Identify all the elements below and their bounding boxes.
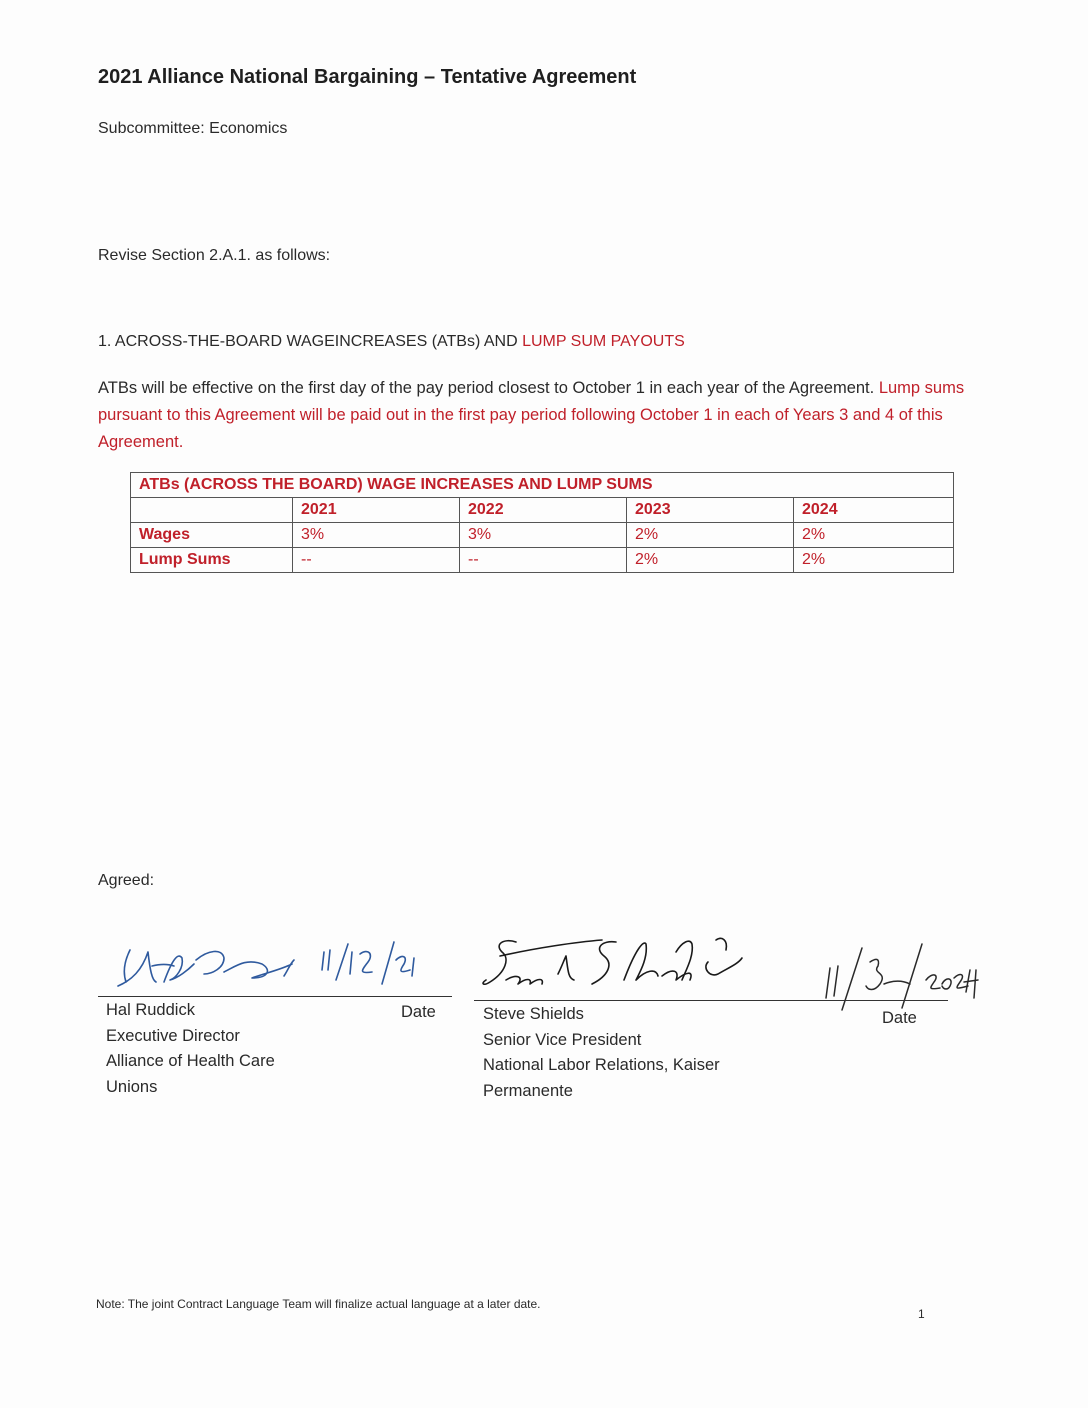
atb-table (130, 472, 954, 573)
footer-note: Note: The joint Contract Language Team will finalize actual language at a later date. (96, 1297, 541, 1311)
table-title-row (131, 473, 954, 498)
table-cell: 3% (460, 523, 627, 548)
table-year-header: 2021 (293, 498, 460, 523)
section-heading-black: 1. ACROSS-THE-BOARD WAGEINCREASES (ATBs) AND (98, 333, 523, 350)
table-year-header: 2023 (627, 498, 794, 523)
section-heading (98, 333, 685, 351)
document-title: 2021 Alliance National Bargaining – Tentative Agreement (98, 66, 637, 88)
table-cell: 2% (794, 523, 954, 548)
paragraph-black: ATBs will be effective on the first day of the pay period closest to October 1 in each year of the Agreement. (98, 379, 879, 397)
table-cell: 3% (293, 523, 460, 548)
table-row (131, 523, 954, 548)
left-signature-image (112, 930, 472, 1000)
table-cell: 2% (794, 548, 954, 573)
table-cell: 2% (627, 548, 794, 573)
right-signature-image (476, 928, 776, 998)
left-signatory-org-line2: Unions (106, 1077, 158, 1096)
right-signatory-org-line2: Permanente (483, 1081, 573, 1100)
right-signatory-name: Steve Shields (483, 1005, 584, 1023)
left-date-label: Date (401, 1003, 436, 1021)
paragraph-red: Lump sums pursuant to this Agreement will be paid out in the first pay period following October 1 in each of Years 3 and 4 of this Agreement. (98, 379, 965, 451)
table-year-row (131, 498, 954, 523)
table-row (131, 548, 954, 573)
table-row-label: Lump Sums (131, 548, 293, 573)
table-row-label: Wages (131, 523, 293, 548)
revise-instruction: Revise Section 2.A.1. as follows: (98, 247, 331, 264)
left-signatory-org-line1: Alliance of Health Care (106, 1052, 275, 1070)
table-cell: -- (293, 548, 460, 573)
right-signatory-org-line1: National Labor Relations, Kaiser (483, 1056, 720, 1074)
right-signature-line (474, 1000, 948, 1001)
subcommittee-label: Subcommittee: Economics (98, 120, 288, 137)
table-year-header: 2022 (460, 498, 627, 523)
page-number: 1 (918, 1307, 925, 1321)
left-signatory-name: Hal Ruddick (106, 1001, 195, 1019)
table-year-header: 2024 (794, 498, 954, 523)
right-signatory-title: Senior Vice President (483, 1030, 642, 1049)
section-paragraph (98, 375, 978, 456)
table-cell: 2% (627, 523, 794, 548)
right-handwritten-date-image (818, 940, 988, 1020)
table-title: ATBs (ACROSS THE BOARD) WAGE INCREASES AND LUMP SUMS (131, 473, 954, 498)
section-heading-red: LUMP SUM PAYOUTS (522, 333, 685, 350)
left-signatory-title: Executive Director (106, 1026, 240, 1045)
left-signatory-block (106, 998, 275, 1100)
right-date-label: Date (882, 1009, 917, 1027)
left-signature-line (98, 996, 452, 997)
right-signatory-block (483, 1002, 720, 1104)
agreed-label: Agreed: (98, 872, 155, 889)
table-corner-cell (131, 498, 293, 523)
table-cell: -- (460, 548, 627, 573)
